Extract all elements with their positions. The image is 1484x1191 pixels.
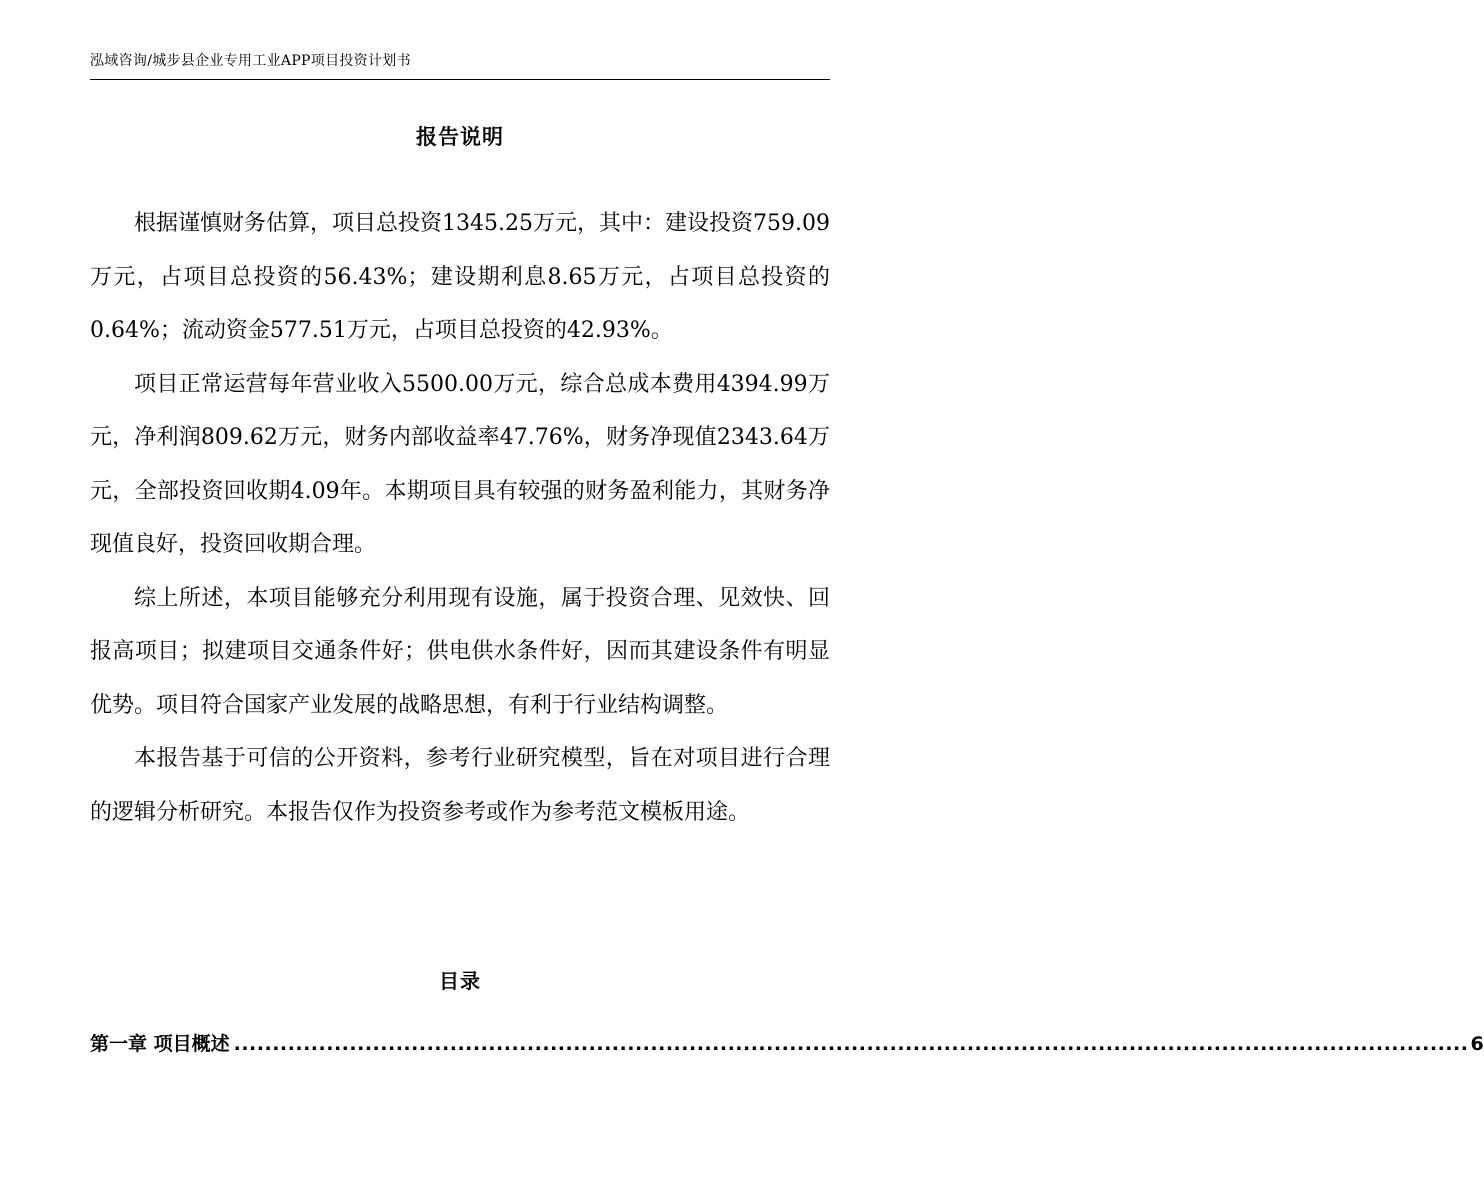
toc-title: 目录 bbox=[439, 969, 481, 993]
report-body bbox=[90, 197, 830, 839]
toc-entry-page: 6 bbox=[1470, 1033, 1484, 1055]
toc-leader-dots: ................................................................................................................................................................ bbox=[233, 1033, 1469, 1055]
toc-entry[interactable] bbox=[90, 1030, 1484, 1058]
toc-entry-label: 第一章 项目概述 bbox=[90, 1033, 230, 1055]
paragraph-revenue: 项目正常运营每年营业收入5500.00万元，综合总成本费用4394.99万元，净利润809.62万元，财务内部收益率47.76%，财务净现值2343.64万元，全部投资回收期4.09年。本期项目具有较强的财务盈利能力，其财务净现值良好，投资回收期合理。 bbox=[90, 371, 830, 557]
paragraph-summary: 综上所述，本项目能够充分利用现有设施，属于投资合理、见效快、回报高项目；拟建项目交通条件好；供电供水条件好，因而其建设条件有明显优势。项目符合国家产业发展的战略思想，有利于行业结构调整。 bbox=[90, 585, 830, 718]
report-title: 报告说明 bbox=[416, 125, 504, 149]
paragraph-disclaimer: 本报告基于可信的公开资料，参考行业研究模型，旨在对项目进行合理的逻辑分析研究。本报告仅作为投资参考或作为参考范文模板用途。 bbox=[90, 746, 830, 825]
running-header: 泓域咨询/城步县企业专用工业APP项目投资计划书 bbox=[90, 52, 830, 80]
paragraph-investment: 根据谨慎财务估算，项目总投资1345.25万元，其中：建设投资759.09万元，占项目总投资的56.43%；建设期利息8.65万元，占项目总投资的0.64%；流动资金577.51万元，占项目总投资的42.93%。 bbox=[90, 211, 830, 343]
